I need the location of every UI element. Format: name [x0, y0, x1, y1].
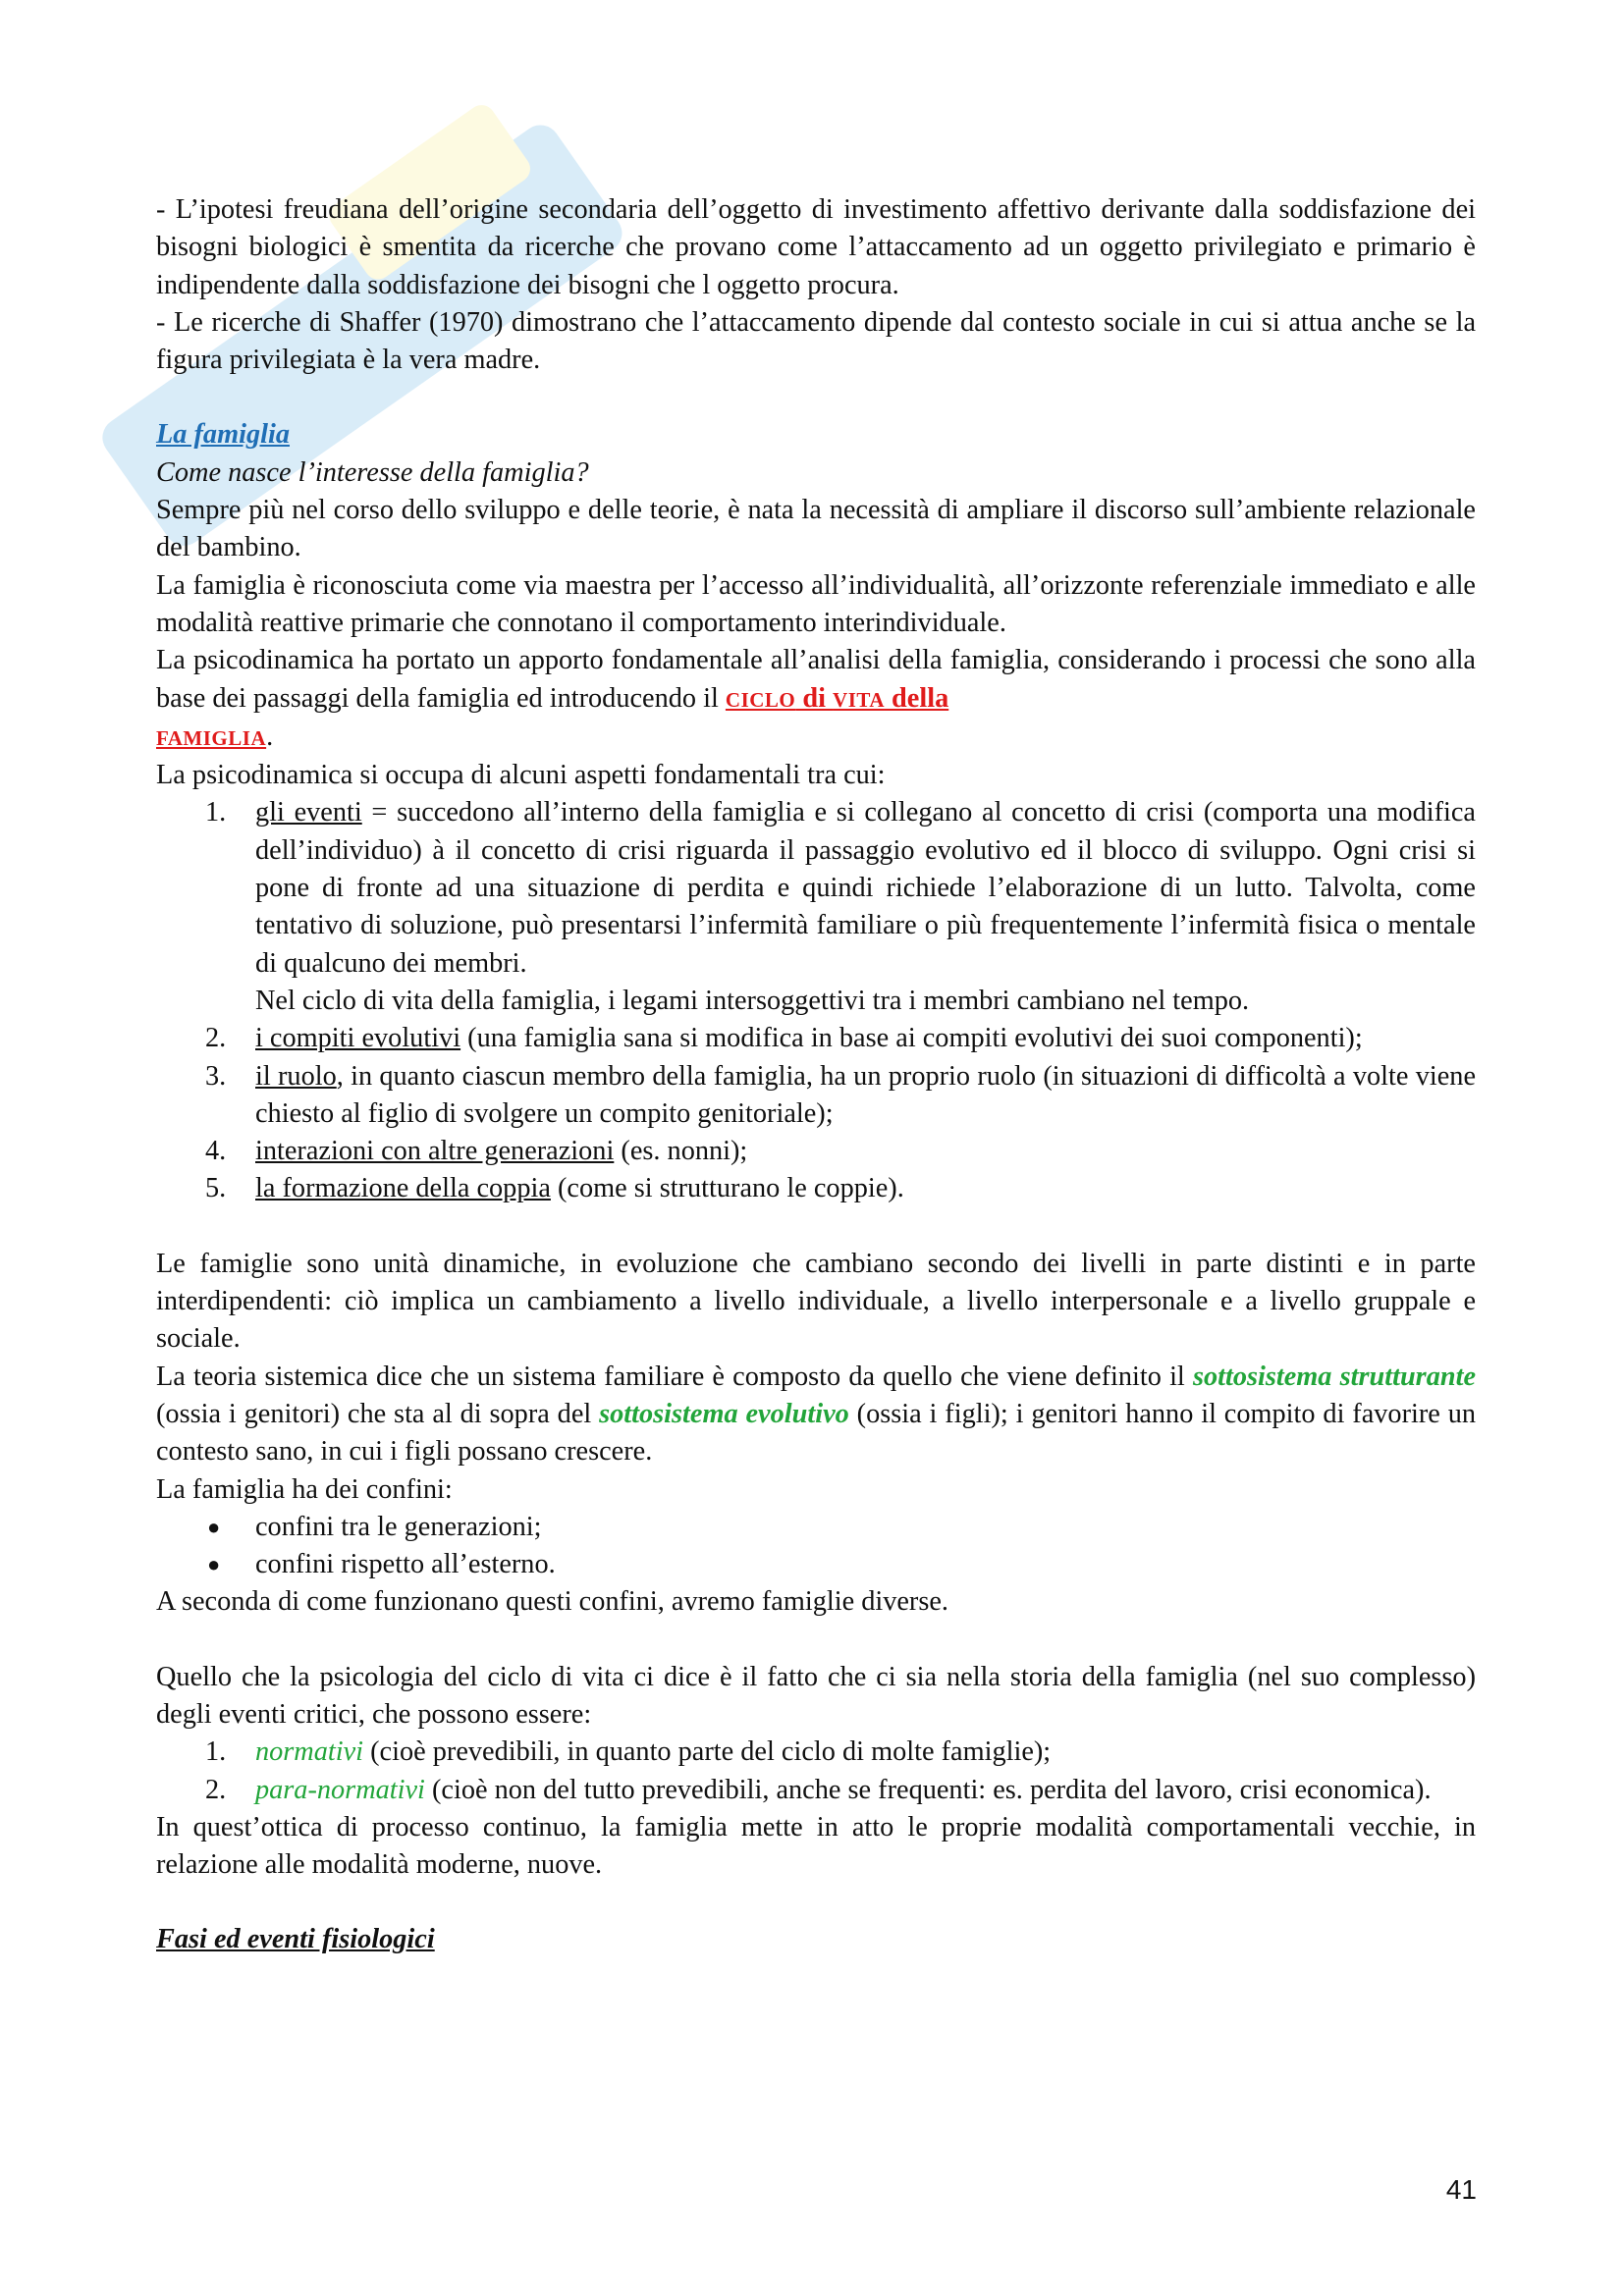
dinamiche-paragraph-1: Le famiglie sono unità dinamiche, in evoluzione che cambiano secondo dei livelli in parte distinti e in parte interdipendenti: ciò implica un cambiamento a livello individuale, a livello interpersonale e a livello gruppale e sociale. — [156, 1248, 1476, 1355]
famiglia-title: La famiglia — [156, 419, 290, 451]
intro-paragraph-1: - L’ipotesi freudiana dell’origine secondaria dell’oggetto di investimento affettivo derivante dalla soddisfazione dei bisogni biologici è smentita da ricerche che provano come l’attaccamento ad un oggetto privilegiato e primario è indipendente dalla soddisfazione dei bisogni che l oggetto procura. — [156, 194, 1476, 300]
list-item: 2. para-normativi (cioè non del tutto prevedibili, anche se frequenti: es. perdita del lavoro, crisi economica). — [205, 1774, 1432, 1805]
ciclo-vita-paragraph-2: In quest’ottica di processo continuo, la famiglia mette in atto le proprie modalità comportamentali vecchie, in relazione alle modalità moderne, nuove. — [156, 1811, 1476, 1881]
bullet-icon: ● — [207, 1552, 221, 1577]
list-item: 1. normativi (cioè prevedibili, in quanto parte del ciclo di molte famiglie); — [205, 1736, 1052, 1768]
dinamiche-paragraph-3: La famiglia ha dei confini: — [156, 1473, 453, 1505]
ciclo-vita-paragraph-1: Quello che la psicologia del ciclo di vita ci dice è il fatto che ci sia nella storia della famiglia (nel suo complesso) degli eventi critici, che possono essere: — [156, 1661, 1476, 1730]
document-page — [156, 191, 1476, 1959]
confini-list — [156, 1509, 1476, 1584]
term-sottosistema-strutturante: sottosistema strutturante — [1192, 1361, 1477, 1392]
section-title-fasi: Fasi ed eventi fisiologici — [156, 1924, 435, 1955]
list-item: 4. interazioni con altre generazioni (es. nonni); — [205, 1136, 748, 1167]
dinamiche-paragraph-4: A seconda di come funzionano questi confini, avremo famiglie diverse. — [156, 1586, 948, 1618]
list-item-continuation: Nel ciclo di vita della famiglia, i legami intersoggettivi tra i membri cambiano nel tempo. — [255, 985, 1250, 1016]
famiglia-paragraph-3: La psicodinamica ha portato un apporto fondamentale all’analisi della famiglia, considerando i processi che sono alla base dei passaggi della famiglia ed introducendo il CICLO di VITA della FAMIGLIA. — [156, 645, 1476, 752]
aspects-list — [156, 794, 1476, 1207]
section-title-famiglia — [156, 416, 1476, 454]
bullet-icon: ● — [207, 1514, 221, 1539]
famiglia-question: Come nasce l’interesse della famiglia? — [156, 456, 589, 488]
term-sottosistema-evolutivo: sottosistema evolutivo — [599, 1398, 849, 1429]
list-item: ● confini tra le generazioni; — [156, 1509, 1476, 1546]
famiglia-paragraph-2: La famiglia è riconosciuta come via maestra per l’accesso all’individualità, all’orizzonte referenziale immediato e alle modalità reattive primarie che connotano il comportamento interindividuale. — [156, 569, 1476, 638]
famiglia-paragraph-4: La psicodinamica si occupa di alcuni aspetti fondamentali tra cui: — [156, 760, 886, 791]
list-item: 5. la formazione della coppia (come si strutturano le coppie). — [205, 1173, 904, 1204]
list-item: 1. gli eventi = succedono all’interno della famiglia e si collegano al concetto di crisi (comporta una modifica dell’individuo) à il concetto di crisi riguarda il passaggio evolutivo ed il blocco di sviluppo. Ogni crisi si pone di fronte ad una situazione di perdita e quindi richiede l’elaborazione di un lutto. Talvolta, come tentativo di soluzione, può presentarsi l’infermità familiare o più frequentemente l’infermità fisica o mentale di qualcuno dei membri. — [205, 797, 1476, 979]
list-item: 3. il ruolo, in quanto ciascun membro della famiglia, ha un proprio ruolo (in situazioni di difficoltà a volte viene chiesto al figlio di svolgere un compito genitoriale); — [205, 1060, 1477, 1129]
ciclo-di-vita-term: CICLO di VITA della FAMIGLIA — [156, 682, 949, 750]
list-item: ● confini rispetto all’esterno. — [156, 1546, 1476, 1583]
events-list — [156, 1734, 1476, 1809]
list-item: 2. i compiti evolutivi (una famiglia sana si modifica in base ai compiti evolutivi dei suoi componenti); — [205, 1023, 1363, 1054]
famiglia-paragraph-1: Sempre più nel corso dello sviluppo e delle teorie, è nata la necessità di ampliare il discorso sull’ambiente relazionale del bambino. — [156, 495, 1476, 563]
dinamiche-paragraph-2: La teoria sistemica dice che un sistema familiare è composto da quello che viene definito il sottosistema strutturante (ossia i genitori) che sta al di sopra del sottosistema evolutivo (ossia i figli); i genitori hanno il compito di favorire un contesto sano, in cui i figli possano crescere. — [156, 1361, 1477, 1468]
page-number: 41 — [1445, 2174, 1477, 2205]
intro-paragraph-2: - Le ricerche di Shaffer (1970) dimostrano che l’attaccamento dipende dal contesto sociale in cui si attua anche se la figura privilegiata è la vera madre. — [156, 306, 1476, 376]
